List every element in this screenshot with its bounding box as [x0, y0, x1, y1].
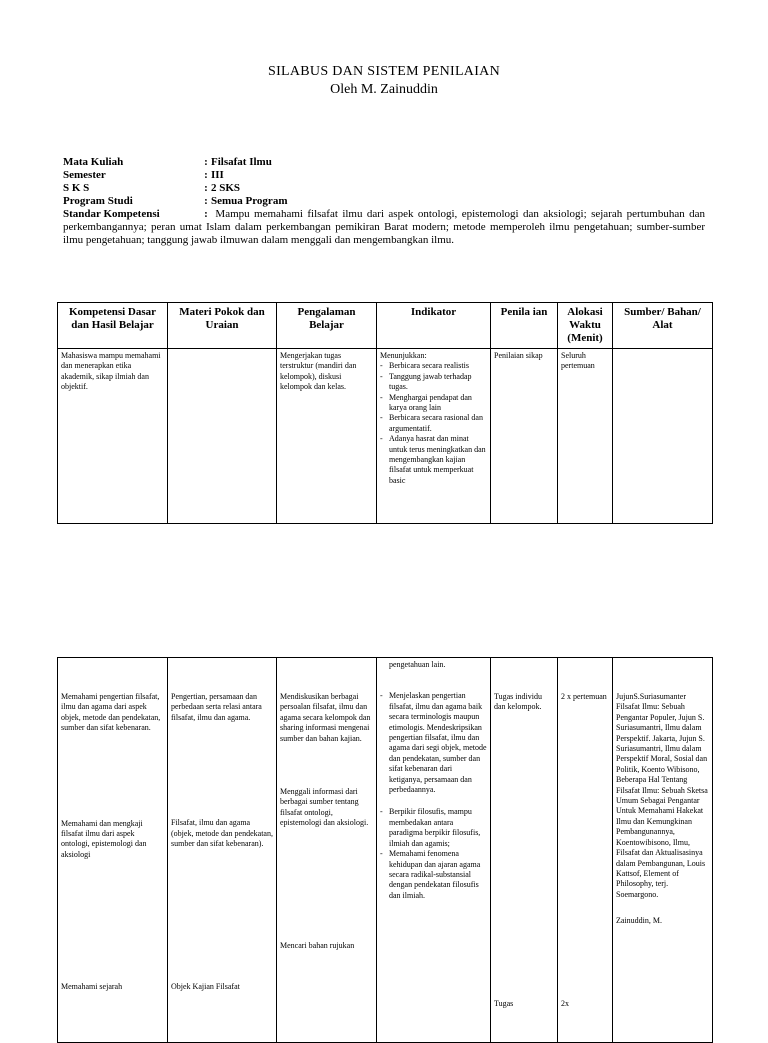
- cell-alokasi: Seluruh pertemuan: [558, 349, 613, 524]
- syllabus-table-page2: [57, 657, 713, 1043]
- info-value: Filsafat Ilmu: [211, 156, 272, 168]
- standar-text: Mampu memahami filsafat ilmu dari aspek ontologi, epistemologi dan aksiologi; sejarah pertumbuhan dan perkembangannya; peran umat Islam dalam perkembangan pemikiran Barat modern; metode memperoleh ilmu pengetahuan; sumber-sumber ilmu pengetahuan; tanggung jawab ilmuwan dalam menggali dan mengembangkan ilmu.: [63, 208, 706, 246]
- sumber-1: JujunS.Suriasumanter Filsafat Ilmu: Sebuah Pengantar Populer, Jujun S. Suriasumantri, Ilmu dalam Perspektif. Jakarta, Jujun S. Suriasumantri, Ilmu dalam Perspektif Moral, Sosial dan Politik, Koento Wibisono, Beberapa Hal Tentang Filsafat Ilmu: Sebuah Sketsa Umum Sebagai Pengantar Untuk Memahami Hakekat Ilmu dan Kemungkinan Pembangunannya, Koentowibisono, Ilmu, Filsafat dan Aktualisasinya dalam Pembangunan, Louis Kattsof, Element of Philosophy, terj. Soemargono.: [616, 692, 708, 899]
- document-author: Oleh M. Zainuddin: [330, 82, 438, 97]
- list-dash: -: [380, 849, 383, 859]
- cell-indikator: [377, 349, 491, 524]
- list-item: [380, 691, 487, 795]
- materi-1: Pengertian, persamaan dan perbedaan serta relasi antara filsafat, ilmu dan agama.: [171, 692, 262, 722]
- list-item: [380, 372, 487, 393]
- list-dash: -: [380, 392, 383, 402]
- standar-label: Standar Kompetensi: [63, 208, 160, 220]
- list-text: Berbicara secara rasional dan argumentatif.: [389, 413, 483, 433]
- standar-colon: :: [204, 208, 208, 220]
- pengalaman-2: Menggali informasi dari berbagai sumber tentang filsafat ontologi, epistemologi dan aksiologi.: [280, 787, 369, 828]
- pengalaman-1: Mendiskusikan berbagai persoalan filsafat, ilmu dan agama secara kelompok dan sharing informasi mengenai sumber dan bahan kajian.: [280, 692, 371, 743]
- list-dash: -: [380, 691, 383, 701]
- list-text: Tanggung jawab terhadap tugas.: [389, 371, 472, 392]
- cell-sumber: [613, 349, 713, 524]
- penilaian-1: Tugas individu dan kelompok.: [494, 692, 542, 712]
- course-info: [63, 156, 705, 247]
- info-value: III: [211, 169, 224, 181]
- materi-2: Filsafat, ilmu dan agama (objek, metode dan pendekatan, sumber dan sifat kebenaran).: [171, 818, 273, 849]
- document-title: SILABUS DAN SISTEM PENILAIAN: [267, 64, 501, 79]
- header-materi: Materi Pokok dan Uraian: [168, 303, 277, 349]
- info-label: Semester: [63, 169, 106, 181]
- list-item: [380, 849, 487, 901]
- info-colon: :: [204, 195, 208, 207]
- table-header-row: [58, 303, 713, 349]
- list-dash: -: [380, 807, 383, 817]
- list-item: [380, 393, 487, 414]
- indikator-2b: Memahami fenomena kehidupan dan ajaran agama secara radikal-substansial dengan pendekatan filosufis dan ilmiah.: [389, 849, 481, 900]
- cell-penilaian: Penilaian sikap: [491, 349, 558, 524]
- indikator-intro: Menunjukkan:: [380, 351, 427, 360]
- cell-kompetensi: Mahasiswa mampu memahami dan menerapkan etika akademik, sikap ilmiah dan objektif.: [58, 349, 168, 524]
- list-dash: -: [380, 361, 383, 371]
- standar-kompetensi: [63, 208, 705, 247]
- list-dash: -: [380, 413, 383, 423]
- list-dash: -: [380, 434, 383, 444]
- kompetensi-1: Memahami pengertian filsafat, ilmu dan agama dari aspek objek, metode dan pendekatan, sumber dan sifat kebenaran.: [61, 692, 161, 733]
- header-alokasi: Alokasi Waktu (Menit): [558, 303, 613, 349]
- indikator-1: Menjelaskan pengertian filsafat, ilmu dan agama baik secara terminologis maupun etimologis. Mendeskripsikan pengertian filsafat, ilmu dan agama dari segi objek, metode dan pendekatan, sumber dan sifat kebenaran dari ketiganya, persamaan dan perbedaannya.: [389, 691, 487, 795]
- list-item: [380, 807, 487, 849]
- penilaian-3: Tugas: [494, 998, 514, 1008]
- list-text: Berbicara secara realistis: [389, 361, 469, 371]
- cell-materi: [168, 349, 277, 524]
- header-penilaian: Penila ian: [491, 303, 558, 349]
- info-colon: :: [204, 169, 208, 181]
- info-value: 2 SKS: [211, 182, 241, 194]
- cell-sumber: [613, 658, 713, 1043]
- info-colon: :: [204, 182, 208, 194]
- table-row: [58, 349, 713, 524]
- syllabus-table-page1: [57, 302, 713, 524]
- header-sumber: Sumber/ Bahan/ Alat: [613, 303, 713, 349]
- info-row-semester: [63, 169, 705, 182]
- info-label: Program Studi: [63, 195, 133, 207]
- header-pengalaman: Pengalaman Belajar: [277, 303, 377, 349]
- pengalaman-3: Mencari bahan rujukan: [280, 940, 355, 950]
- info-row-program-studi: [63, 195, 705, 208]
- info-label: Mata Kuliah: [63, 156, 124, 168]
- cell-pengalaman: Mengerjakan tugas terstruktur (mandiri dan kelompok), diskusi kelompok dan kelas.: [277, 349, 377, 524]
- alokasi-3: 2x: [561, 999, 569, 1009]
- list-item: [380, 413, 487, 434]
- list-text: Adanya hasrat dan minat untuk terus meningkatkan dan mengembangkan kajian filsafat untuk memperkuat basic: [389, 434, 486, 485]
- cell-pengalaman: [277, 658, 377, 1043]
- header-indikator: Indikator: [377, 303, 491, 349]
- list-item: [380, 361, 487, 371]
- alokasi-1: 2 x pertemuan: [561, 692, 607, 701]
- kompetensi-2: Memahami dan mengkaji filsafat ilmu dari aspek ontologi, epistemologi dan aksiologi: [61, 818, 147, 859]
- info-colon: :: [204, 156, 208, 168]
- list-item: [380, 434, 487, 486]
- indikator-2a: Berpikir filosufis, mampu membedakan antara paradigma berpikir filosufis, ilmiah dan agamis;: [389, 807, 481, 848]
- info-label: S K S: [63, 182, 90, 194]
- info-value: Semua Program: [211, 195, 288, 207]
- cell-indikator: [377, 658, 491, 1043]
- cell-alokasi: [558, 658, 613, 1043]
- list-text: Menghargai pendapat dan karya orang lain: [389, 392, 472, 413]
- cell-kompetensi: [58, 658, 168, 1043]
- materi-3: Objek Kajian Filsafat: [171, 982, 240, 992]
- kompetensi-3: Memahami sejarah: [61, 982, 123, 992]
- cell-penilaian: [491, 658, 558, 1043]
- indikator-continuation: pengetahuan lain.: [389, 660, 446, 669]
- list-dash: -: [380, 371, 383, 381]
- cell-materi: [168, 658, 277, 1043]
- table-row: [58, 658, 713, 1043]
- sumber-3: Zainuddin, M.: [616, 916, 662, 926]
- info-row-mata-kuliah: [63, 156, 705, 169]
- header-kompetensi: Kompetensi Dasar dan Hasil Belajar: [58, 303, 168, 349]
- info-row-sks: [63, 182, 705, 195]
